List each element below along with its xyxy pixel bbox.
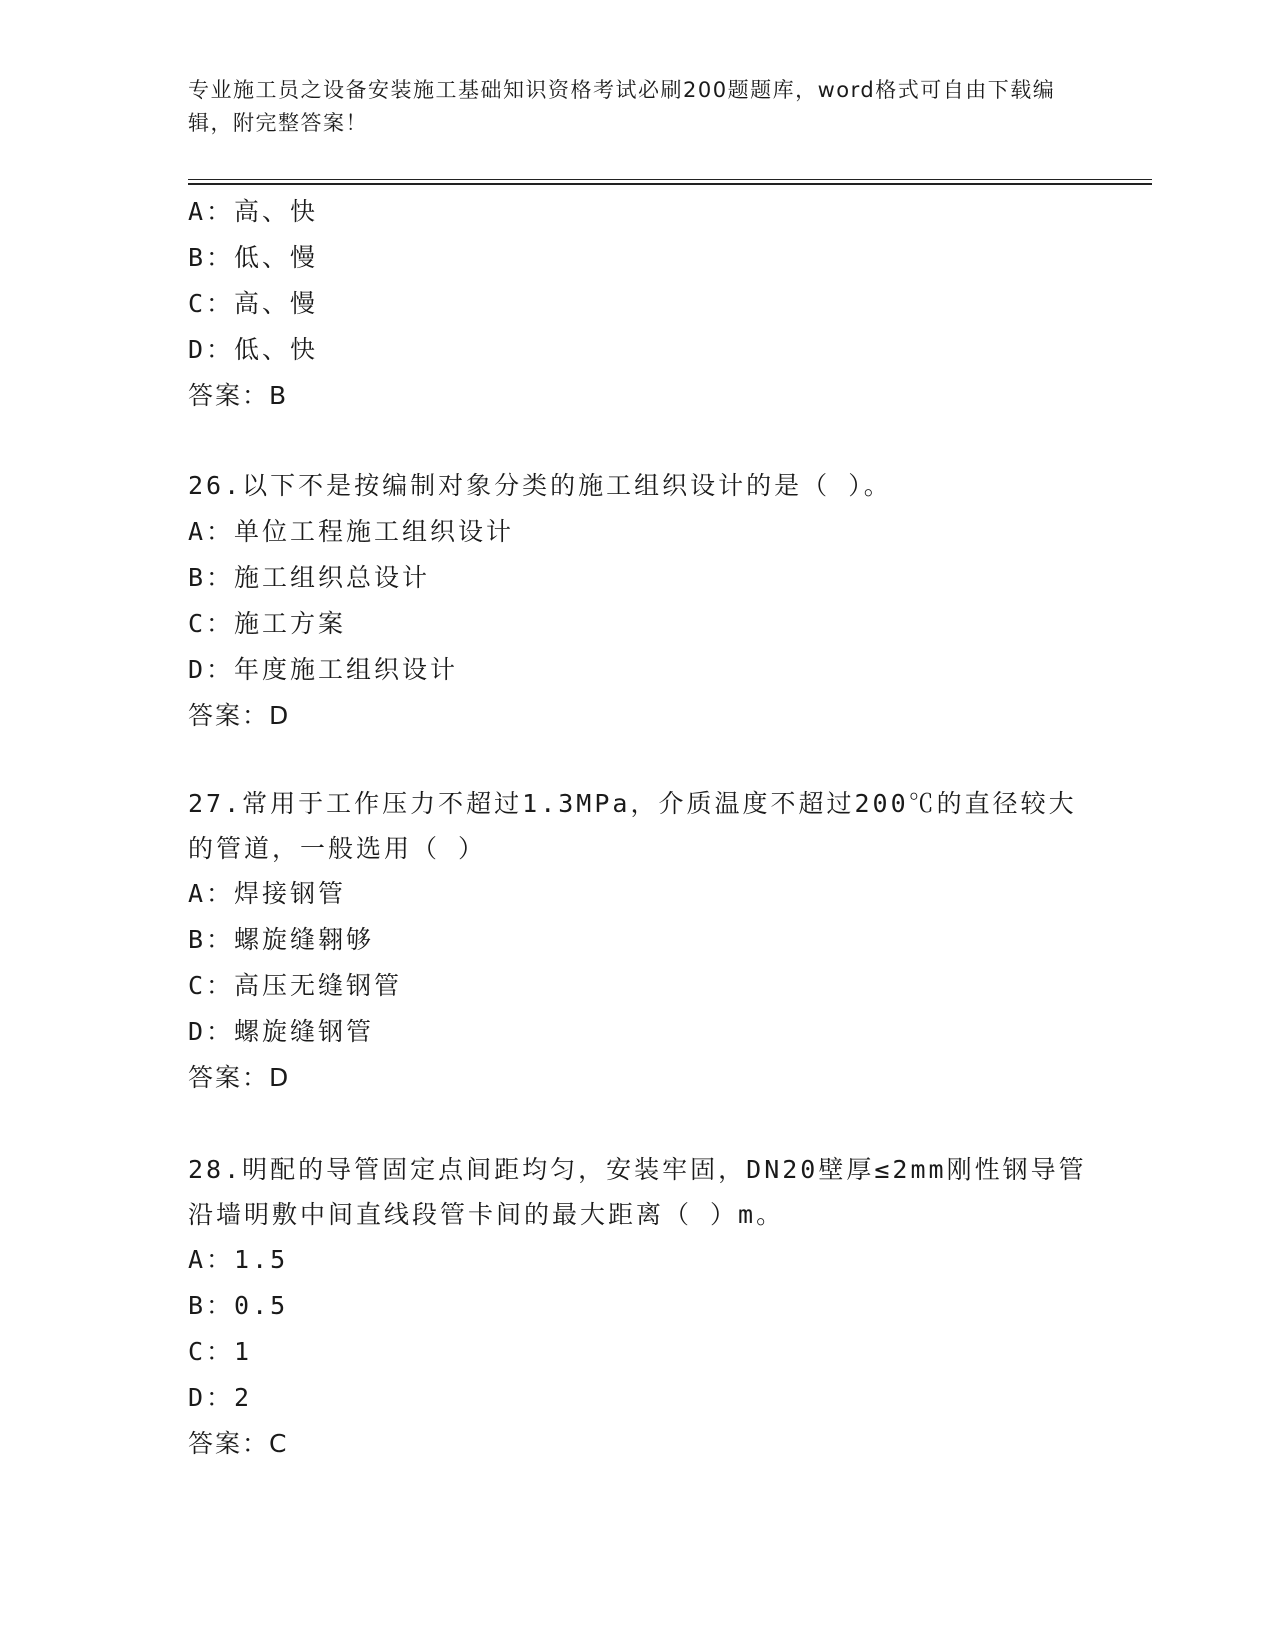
option-d: D：低、快 — [188, 335, 319, 364]
question-block-27 — [188, 781, 1088, 1101]
answer-line: 答案：B — [188, 381, 289, 410]
option-c: C：1 — [188, 1337, 253, 1366]
option-b: B：螺旋缝翱够 — [188, 925, 375, 954]
option-d: D：2 — [188, 1383, 253, 1412]
option-a: A：1.5 — [188, 1245, 289, 1274]
question-text: 28.明配的导管固定点间距均匀，安装牢固，DN20壁厚≤2mm刚性钢导管沿墙明敷中间直线段管卡间的最大距离（ ）m。 — [188, 1155, 1087, 1229]
option-a: A：单位工程施工组织设计 — [188, 517, 515, 546]
option-c: C：施工方案 — [188, 609, 347, 638]
option-b: B：0.5 — [188, 1291, 289, 1320]
option-d: D：年度施工组织设计 — [188, 655, 459, 684]
option-c: C：高压无缝钢管 — [188, 971, 403, 1000]
option-a: A：焊接钢管 — [188, 879, 347, 908]
option-c: C：高、慢 — [188, 289, 319, 318]
option-a: A：高、快 — [188, 197, 319, 226]
question-block-25 — [188, 189, 1088, 419]
option-d: D：螺旋缝钢管 — [188, 1017, 375, 1046]
question-text: 27.常用于工作压力不超过1.3MPa，介质温度不超过200℃的直径较大的管道，一般选用（ ） — [188, 789, 1077, 863]
answer-line: 答案：D — [188, 1063, 291, 1092]
option-b: B：施工组织总设计 — [188, 563, 431, 592]
question-text: 26.以下不是按编制对象分类的施工组织设计的是（ ）。 — [188, 471, 892, 500]
answer-line: 答案：C — [188, 1429, 289, 1458]
question-block-26 — [188, 463, 1088, 739]
question-block-28 — [188, 1147, 1088, 1467]
header-divider-thin — [188, 179, 1152, 180]
document-header: 专业施工员之设备安装施工基础知识资格考试必刷200题题库，word格式可自由下载编辑，附完整答案！ — [188, 78, 1056, 135]
header-divider-thick — [188, 183, 1152, 185]
option-b: B：低、慢 — [188, 243, 319, 272]
answer-line: 答案：D — [188, 701, 291, 730]
